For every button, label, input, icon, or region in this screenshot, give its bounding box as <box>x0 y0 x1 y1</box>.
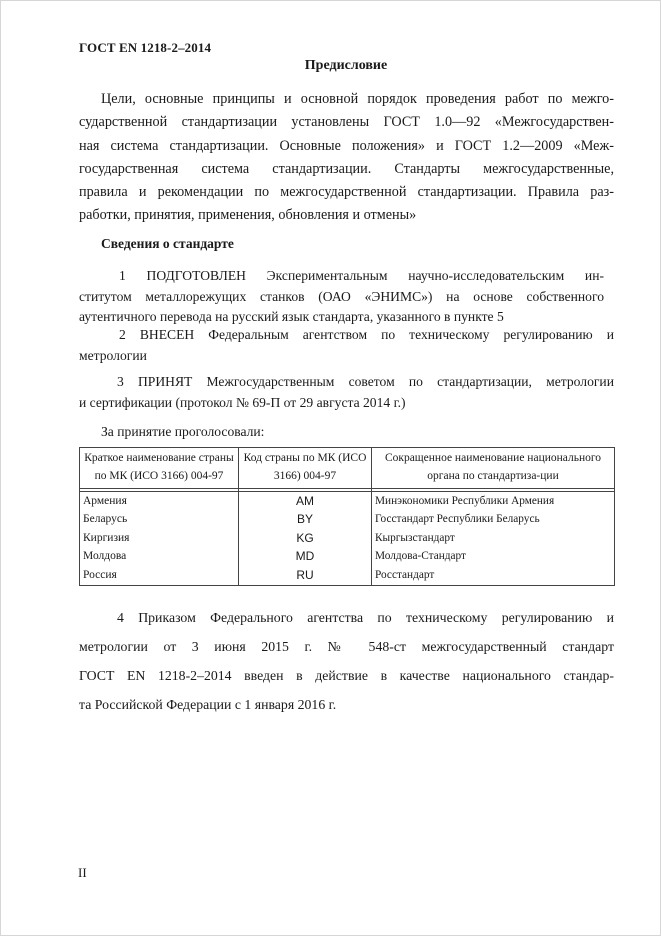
code-cell: BY <box>239 511 372 530</box>
item-line: и сертификации (протокол № 69-П от 29 августа 2014 г.) <box>79 394 406 410</box>
code-cell: RU <box>239 566 372 585</box>
table-row <box>80 548 615 567</box>
intro-line: Цели, основные принципы и основной порядок проведения работ по межго- <box>101 91 614 107</box>
table-header-org: Сокращенное наименование национального органа по стандартиза-ции <box>372 448 615 489</box>
country-cell: Молдова <box>80 548 239 567</box>
item-line: метрологии от 3 июня 2015 г. № 548-ст межгосударственный стандарт <box>79 639 614 654</box>
country-cell: Армения <box>80 492 239 511</box>
item-line: 3 ПРИНЯТ Межгосударственным советом по стандартизации, метрологии <box>117 374 614 389</box>
item-line: аутентичного перевода на русский язык стандарта, указанного в пункте 5 <box>79 309 504 324</box>
info-item-4 <box>79 603 614 719</box>
code-cell: MD <box>239 548 372 567</box>
item-line: метрологии <box>79 347 147 363</box>
countries-table <box>79 447 615 586</box>
org-cell: Кыргызстандарт <box>372 529 615 548</box>
code-cell: AM <box>239 492 372 511</box>
intro-line: работки, принятия, применения, обновления и отмены» <box>79 207 417 224</box>
intro-line: ная система стандартизации. Основные положения» и ГОСТ 1.2—2009 «Меж- <box>79 137 614 154</box>
code-cell: KG <box>239 529 372 548</box>
item-line: 4 Приказом Федерального агентства по техническому регулированию и <box>117 610 614 625</box>
table-row <box>80 566 615 585</box>
org-cell: Минэкономики Республики Армения <box>372 492 615 511</box>
intro-line: правила и рекомендации по межгосударственной стандартизации. Правила раз- <box>79 184 614 201</box>
table-header-code: Код страны по МК (ИСО 3166) 004-97 <box>239 448 372 489</box>
org-cell: Росстандарт <box>372 566 615 585</box>
item-line: ГОСТ EN 1218-2–2014 введен в действие в качестве национального стандар- <box>79 668 614 683</box>
table-row <box>80 529 615 548</box>
page-title: Предисловие <box>304 58 388 73</box>
item-line: 1 ПОДГОТОВЛЕН Экспериментальным научно-исследовательским ин- <box>119 268 604 283</box>
intro-paragraph <box>79 88 614 228</box>
section-heading: Сведения о стандарте <box>101 236 234 251</box>
table-row <box>80 492 615 511</box>
item-line: 2 ВНЕСЕН Федеральным агентством по техническому регулированию и <box>119 327 614 342</box>
country-cell: Киргизия <box>80 529 239 548</box>
info-item-1 <box>79 266 604 328</box>
country-cell: Россия <box>80 566 239 585</box>
table-row <box>80 511 615 530</box>
org-cell: Молдова-Стандарт <box>372 548 615 567</box>
org-cell: Госстандарт Республики Беларусь <box>372 511 615 530</box>
info-item-3 <box>79 372 614 413</box>
intro-line: сударственной стандартизации установлены ГОСТ 1.0—92 «Межгосударствен- <box>79 114 614 131</box>
item-line: та Российской Федерации с 1 января 2016 г. <box>79 697 337 712</box>
info-item-2 <box>79 325 614 366</box>
item-line: ститутом металлорежущих станков (ОАО «ЭНИМС») на основе собственного <box>79 288 604 304</box>
country-cell: Беларусь <box>80 511 239 530</box>
page-number: II <box>78 865 87 880</box>
vote-label: За принятие проголосовали: <box>101 424 265 439</box>
document-code: ГОСТ EN 1218-2–2014 <box>79 40 212 55</box>
table-header-country: Краткое наименование страны по МК (ИСО 3166) 004-97 <box>80 448 239 489</box>
intro-line: государственная система стандартизации. Стандарты межгосударственные, <box>79 160 614 177</box>
